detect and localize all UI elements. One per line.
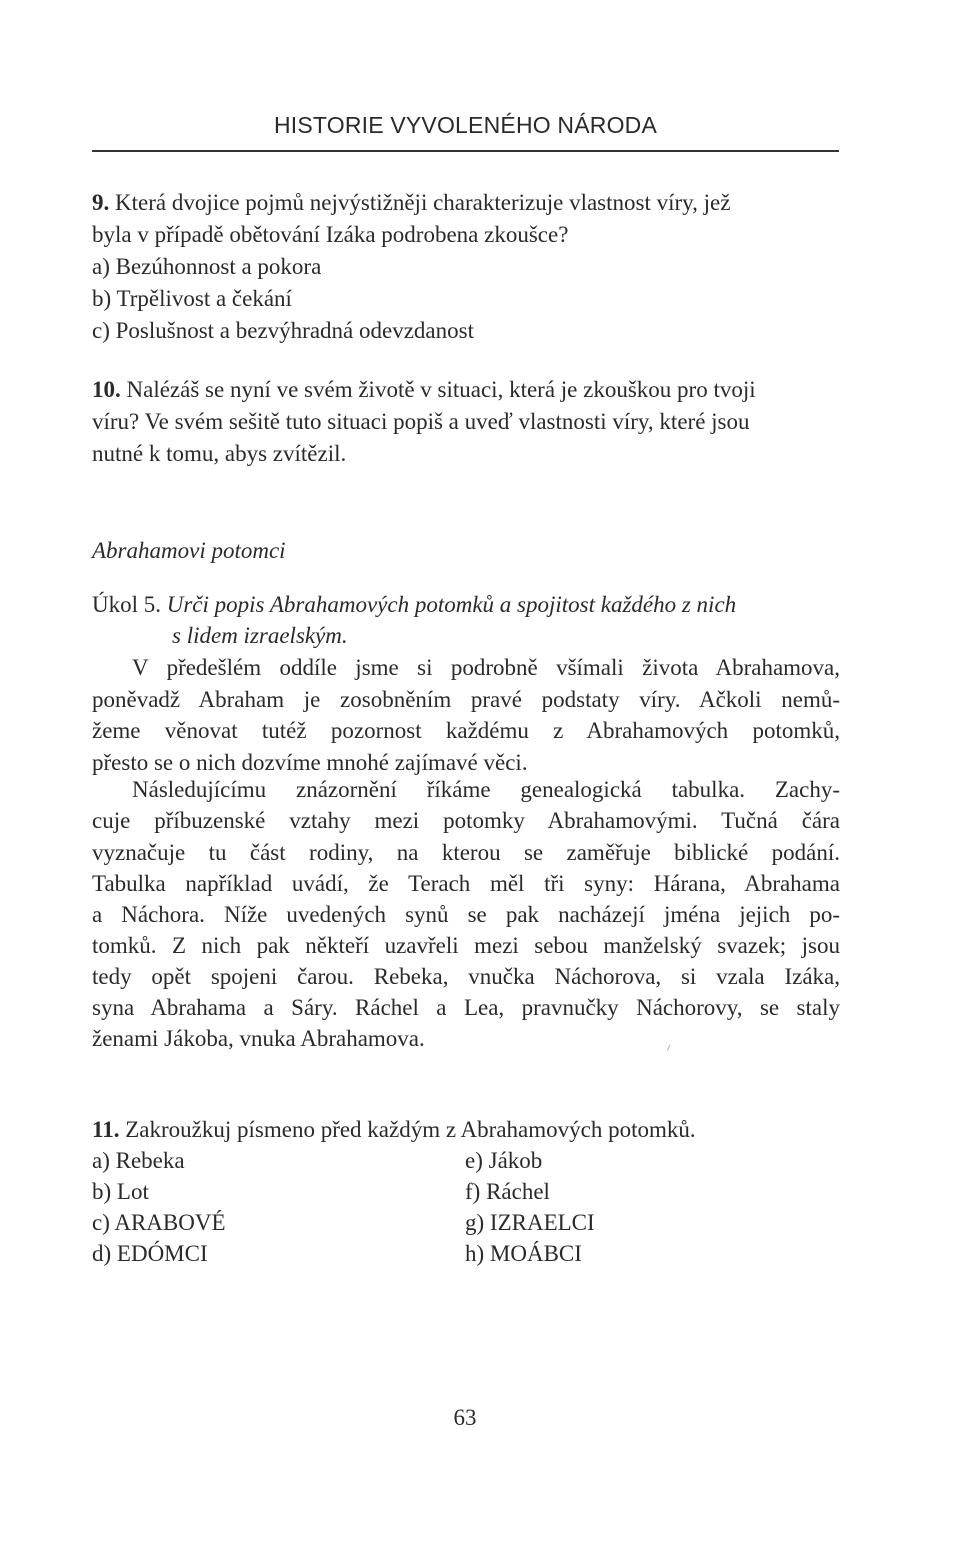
question-9-number: 9. (92, 190, 110, 215)
question-11-option-f: f) Ráchel (465, 1179, 550, 1204)
question-9-text-1: Která dvojice pojmů nejvýstižněji charakterizuje vlastnost víry, jež (115, 190, 731, 215)
question-11-option-d: d) EDÓMCI (92, 1241, 208, 1266)
question-11-line-1 (92, 1115, 696, 1145)
paragraph-1-line-3: žeme věnovat tutéž pozornost každému z Abrahamových potomků, (92, 718, 840, 743)
question-9-line-2: byla v případě obětování Izáka podrobena zkoušce? (92, 222, 569, 247)
paragraph-2-line-2: cuje příbuzenské vztahy mezi potomky Abrahamovými. Tučná čára (92, 808, 840, 833)
header-rule (92, 150, 839, 152)
paragraph-1-line-2: poněvadž Abraham je zosobněním pravé podstaty víry. Ačkoli nemů- (92, 687, 840, 712)
paragraph-2-line-3: vyznačuje tu část rodiny, na kterou se zaměřuje biblické podání. (92, 840, 840, 865)
paragraph-2-line-6: tomků. Z nich pak někteří uzavřeli mezi sebou manželský svazek; jsou (92, 933, 840, 958)
stray-mark (667, 1044, 674, 1052)
running-header: HISTORIE VYVOLENÉHO NÁRODA (273, 112, 658, 138)
question-11-option-b: b) Lot (92, 1179, 149, 1204)
paragraph-1-line-4: přesto se o nich dozvíme mnohé zajímavé věci. (92, 750, 528, 775)
paragraph-2-line-1: Následujícímu znázornění říkáme genealogická tabulka. Zachy- (132, 777, 840, 802)
question-9-option-a: a) Bezúhonnost a pokora (92, 254, 322, 279)
paragraph-2-line-9: ženami Jákoba, vnuka Abrahamova. (92, 1026, 425, 1051)
paragraph-2-line-5: a Náchora. Níže uvedených synů se pak nacházejí jména jejich po- (92, 902, 840, 927)
question-10-text-1: Nalézáš se nyní ve svém životě v situaci, která je zkouškou pro tvoji (126, 377, 756, 402)
question-11-text: Zakroužkuj písmeno před každým z Abrahamových potomků. (125, 1117, 696, 1142)
question-11-number: 11. (92, 1117, 120, 1142)
question-10-line-1 (92, 375, 756, 405)
section-title: Abrahamovi potomci (92, 538, 286, 563)
paragraph-1-line-1: V předešlém oddíle jsme si podrobně všímali života Abrahamova, (132, 655, 840, 680)
question-10-line-2: víru? Ve svém sešitě tuto situaci popiš a uveď vlastnosti víry, které jsou (92, 409, 750, 434)
question-11-option-e: e) Jákob (465, 1148, 543, 1173)
paragraph-2-line-8: syna Abrahama a Sáry. Ráchel a Lea, pravnučky Náchorovy, se staly (92, 995, 840, 1020)
question-11-option-c: c) ARABOVÉ (92, 1210, 226, 1235)
task-5-text-1: Urči popis Abrahamových potomků a spojitost každého z nich (166, 592, 737, 617)
paragraph-2-line-7: tedy opět spojeni čarou. Rebeka, vnučka Náchorova, si vzala Izáka, (92, 964, 840, 989)
task-5-label: Úkol 5. (92, 592, 161, 617)
paragraph-2-line-4: Tabulka například uvádí, že Terach měl tři syny: Hárana, Abrahama (92, 871, 840, 896)
question-11-option-h: h) MOÁBCI (465, 1241, 582, 1266)
question-10-number: 10. (92, 377, 121, 402)
page-number: 63 (453, 1405, 477, 1430)
question-11-option-a: a) Rebeka (92, 1148, 185, 1173)
question-9-line-1 (92, 188, 730, 218)
question-10-line-3: nutné k tomu, abys zvítězil. (92, 441, 347, 466)
question-9-option-b: b) Trpělivost a čekání (92, 286, 292, 311)
task-5-line-1 (92, 590, 736, 620)
question-11-option-g: g) IZRAELCI (465, 1210, 595, 1235)
task-5-line-2: s lidem izraelským. (172, 623, 348, 648)
question-9-option-c: c) Poslušnost a bezvýhradná odevzdanost (92, 318, 474, 343)
